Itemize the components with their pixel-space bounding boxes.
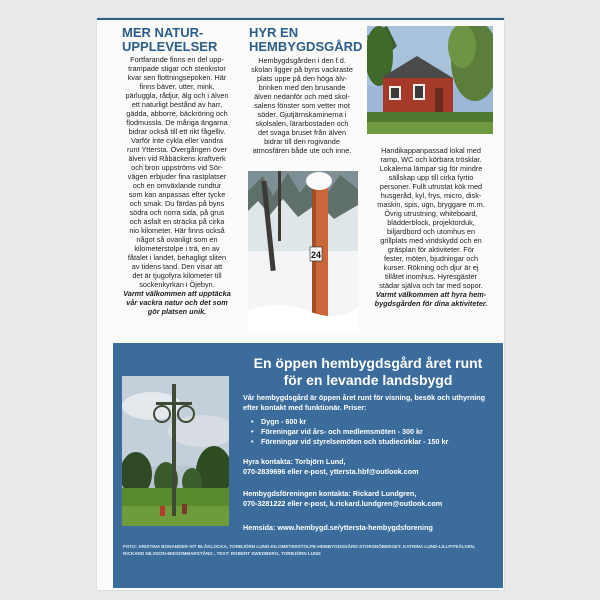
photo-credits [123, 543, 493, 557]
text-line: och en omväxlande rundtur [132, 181, 222, 190]
text-line: maskin, spis, ugn, bryggare m.m. [377, 200, 485, 209]
intro-line: Vår hembygdsgård är öppen året runt för visning, besök och uthyrning [243, 393, 486, 402]
banner-title-line: för en levande landsbygd [283, 372, 453, 388]
left-body [113, 55, 241, 316]
text-line: blädderblock, projektorduk, [387, 218, 475, 227]
text-line: som kan anpassas efter tycke [128, 190, 226, 199]
contact-line: 070-3281222 eller e-post, k.rickard.lundgren@outlook.com [243, 499, 443, 508]
text-line: trampade stigar och stenkistor [128, 64, 226, 73]
contact-line: 070-2839696 eller e-post, yttersta.hbf@outlook.com [243, 467, 419, 476]
price-list [251, 417, 491, 447]
midsummer-pole-photo [122, 376, 229, 526]
middle-heading [249, 25, 363, 54]
text-line: av tidens tand. Den visar att [131, 262, 223, 271]
text-line: vägen erbjuder fina rastplatser [127, 172, 227, 181]
text-line: husgeråd, kyl, frys, micro, disk- [380, 191, 482, 200]
banner-title-line: En öppen hembygdsgård året runt [253, 355, 483, 371]
top-rule [97, 18, 504, 20]
banner-intro [243, 393, 493, 413]
contact-line: Hyra kontakta: Torbjörn Lund, [243, 457, 346, 466]
intro-line: efter kontakt med funktionär. Priser: [243, 403, 367, 412]
text-line: tillåtet inomhus. Hyresgäster [384, 272, 478, 281]
text-line: atmosfären både ute och inne. [252, 146, 352, 155]
text-line: Övrig utrustning, whiteboard, [384, 209, 478, 218]
price-item [251, 437, 491, 447]
text-line: älven vid Råbäckens kraftverk [128, 154, 226, 163]
text-line: bidrar till den rogivande [264, 137, 340, 146]
text-line: gädda, abborre, bäckröring och [126, 109, 228, 118]
post-number: 24 [310, 250, 322, 260]
society-contact [243, 489, 493, 509]
text-line: runt Yttersta. Övergången över [126, 145, 228, 154]
text-line: älven nedanför och med skol- [254, 92, 350, 101]
text-line: städar själva och tar med sopor. [379, 281, 483, 290]
text-line: personer. Fullt utrustat kök med [379, 182, 483, 191]
text-line: salens fönster som vetter mot [254, 101, 350, 110]
text-line: Handikappanpassad lokal med [381, 146, 481, 155]
text-line: och smak. Du färdas på byns [129, 199, 225, 208]
right-body [366, 146, 496, 308]
text-line: brinken med den brusande [258, 83, 346, 92]
closing-line: vår vackra natur och det som [126, 298, 228, 307]
bullet-icon: • [251, 427, 254, 436]
text-line: och bron uppströms vid Sör- [131, 163, 223, 172]
kilometer-post-photo [248, 171, 358, 332]
text-line: flodmussla. De många ängarna [126, 118, 228, 127]
middle-heading-line: HEMBYGDSGÅRD [249, 39, 363, 54]
text-line: finns bäver, utter, mink, [139, 82, 215, 91]
banner-title [238, 355, 498, 389]
text-line: Fortfarande finns en del upp- [130, 55, 224, 64]
text-line: fåtalet i landet, behagligt sliten [127, 253, 227, 262]
left-heading [122, 26, 232, 54]
text-line: Hembygdsgården i den f.d. [258, 56, 346, 65]
closing-line: gör platsen unik. [147, 307, 207, 316]
text-line: något så ovanligt som en [136, 235, 218, 244]
text-line: Varför inte cykla eller vandra [131, 136, 223, 145]
credit-line: FOTO: KRISTINA BONANDER-VIT BLÅKLOCKA, TORBJÖRN LUND-KILOMETERSTOLPE-HEMBYGDSGÅRD-STORSNÖBERGET, KATRINA LUND-LILLPITEÄLVEN, [123, 544, 476, 549]
text-line: biljardbord och utomhus en [386, 227, 476, 236]
text-line: det svaga bruset från älven [257, 128, 347, 137]
text-line: plats uppe på den höga älv- [256, 74, 348, 83]
rent-contact [243, 457, 493, 477]
text-line: fester, möten, bjudningar och [383, 254, 479, 263]
text-line: kvar sen flottningsepoken. Här [127, 73, 227, 82]
text-line: grillplats med vindskydd och en [380, 236, 482, 245]
text-line: skolsalen, lärarbostaden och [255, 119, 349, 128]
text-line: bidrar också till ett rikt fågelliv. [128, 127, 226, 136]
text-line: ett naturligt bestånd av harr, [131, 100, 223, 109]
text-line: sockenkyrkan i Öjebyn. [139, 280, 215, 289]
price-text: Föreningar vid styrelsemöten och studiecirklar - 150 kr [261, 437, 449, 446]
closing-line: Varmt välkommen att hyra hem- [375, 290, 487, 299]
text-line: kurser. Rökning och djur är ej [383, 263, 479, 272]
price-item [251, 417, 491, 427]
text-line: sällskap upp till cirka fyrtio [388, 173, 474, 182]
left-heading-line: MER NATUR- [122, 25, 204, 40]
bullet-icon: • [251, 437, 254, 446]
text-line: och asfalt en sträcka på cirka [129, 217, 225, 226]
text-line: södra och norra sida, på grus [129, 208, 225, 217]
middle-body [244, 56, 360, 155]
price-text: Föreningar vid års- och medlemsmöten - 300 kr [261, 427, 423, 436]
closing-line: Varmt välkommen att upptäcka [123, 289, 231, 298]
red-house-photo [367, 26, 493, 134]
text-line: ramp, WC och körbara trösklar. [380, 155, 482, 164]
text-line: söder. Gjutjärnskaminerna i [257, 110, 347, 119]
text-line: skolan ligger på byns vackraste [251, 65, 353, 74]
middle-heading-line: HYR EN [249, 25, 299, 40]
text-line: kilometerstolpe i trä, en av [134, 244, 220, 253]
text-line: gräsplan för aktiviteter. För [387, 245, 475, 254]
text-line: det är tjugofyra kilometer till [132, 271, 222, 280]
text-line: nio kilometer. Här finns också [129, 226, 225, 235]
price-item [251, 427, 491, 437]
left-heading-line: UPPLEVELSER [122, 39, 218, 54]
closing-line: bygdsgården för dina aktiviteter. [374, 299, 488, 308]
website-link[interactable]: Hemsida: www.hembygd.se/yttersta-hembygdsforening [243, 523, 433, 532]
credit-line: RICKARD NILSSON-MIDSOMMARSTÅNG , TEXT: ROBERT SWEDBERG, TORBJÖRN LUND [123, 551, 321, 556]
price-text: Dygn - 600 kr [261, 417, 307, 426]
text-line: Lokalerna lämpar sig för mindre [379, 164, 483, 173]
contact-line: Hembygdsföreningen kontakta: Rickard Lundgren, [243, 489, 417, 498]
bullet-icon: • [251, 417, 254, 426]
text-line: pärluggla, rådjur, älg och i älven [125, 91, 229, 100]
